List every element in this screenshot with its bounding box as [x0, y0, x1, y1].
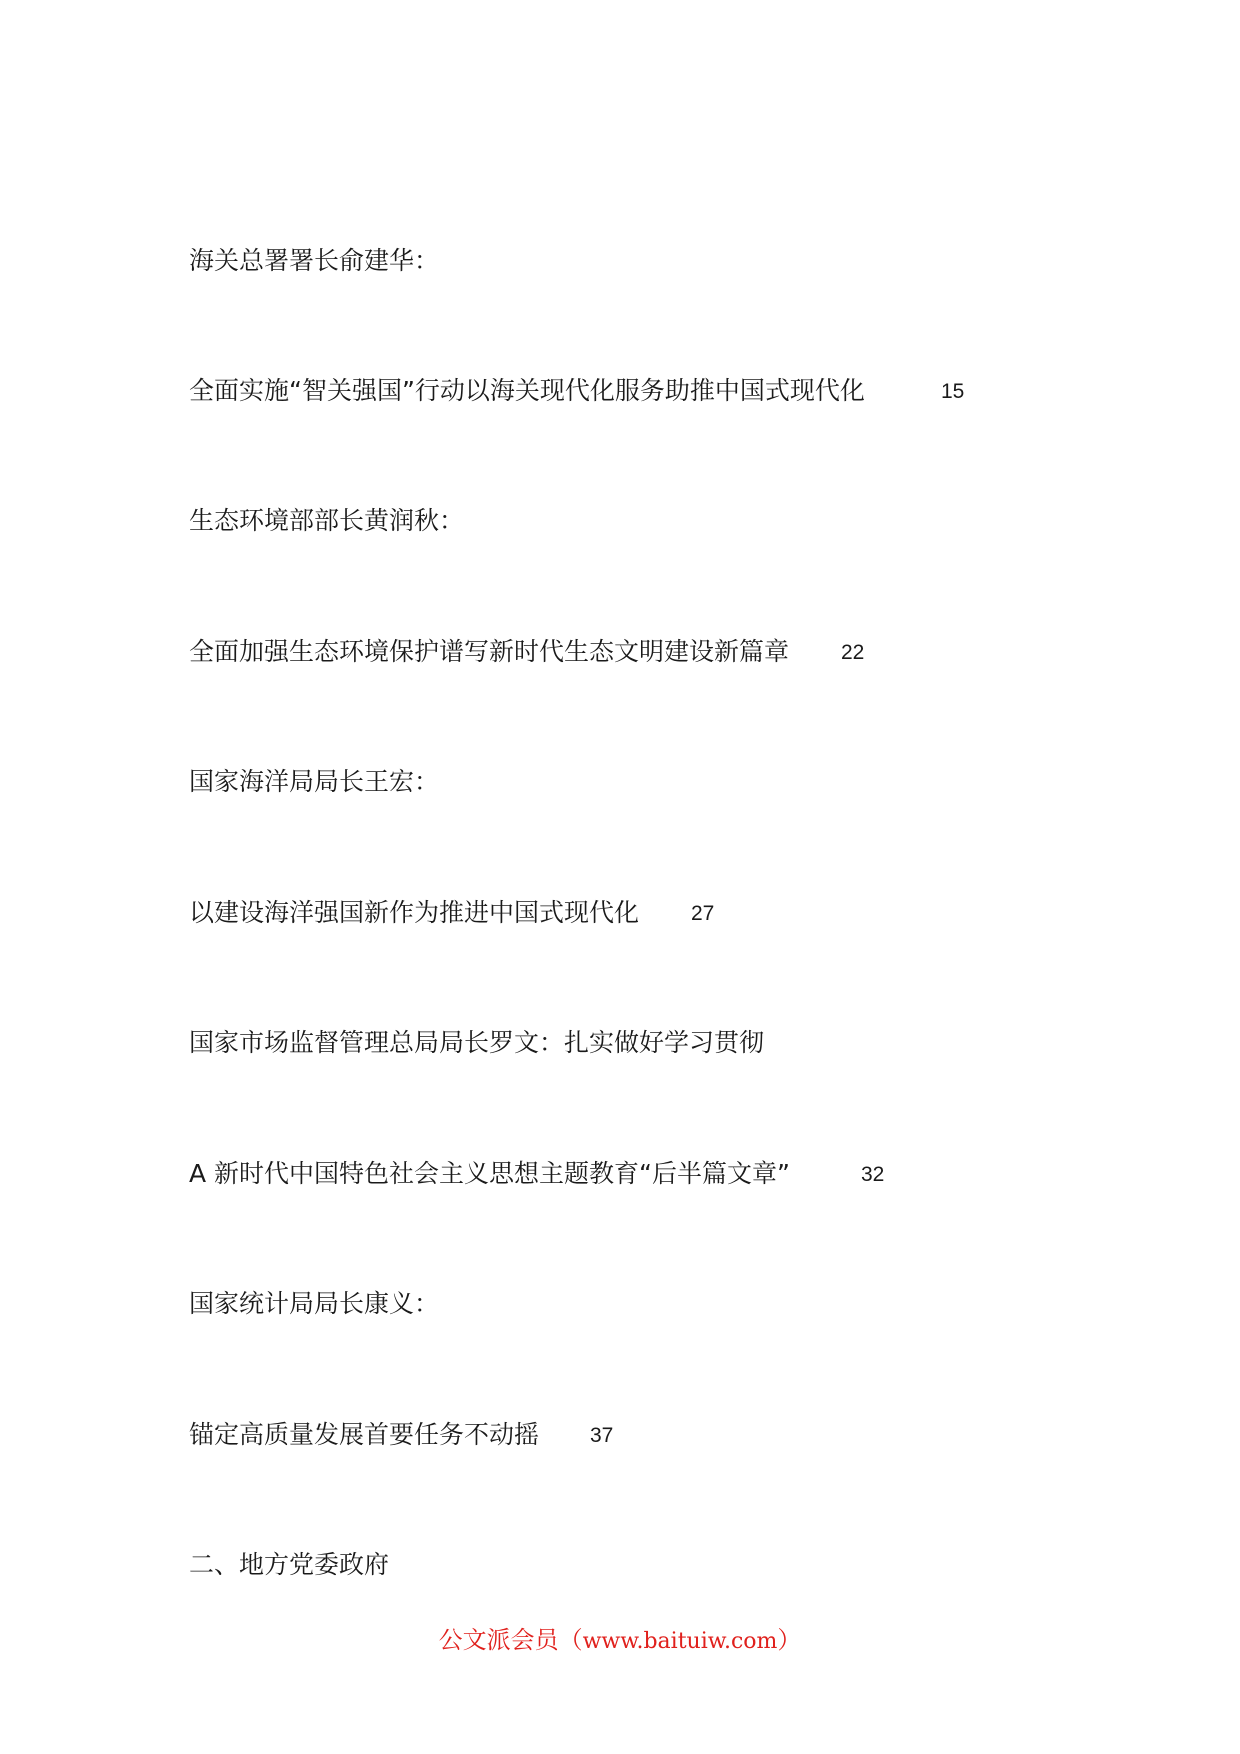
toc-heading-environment: 生态环境部部长黄润秋：: [189, 506, 465, 535]
toc-entry-ocean: 以建设海洋强国新作为推进中国式现代化: [189, 898, 640, 927]
toc-heading-ocean: 国家海洋局局长王宏：: [189, 767, 440, 796]
toc-entry-customs: 全面实施“智关强国”行动以海关现代化服务助推中国式现代化: [189, 376, 865, 405]
toc-page-number: 37: [590, 1424, 614, 1447]
toc-entry-environment: 全面加强生态环境保护谱写新时代生态文明建设新篇章: [189, 637, 790, 666]
toc-entry-market-supervision: A 新时代中国特色社会主义思想主题教育“后半篇文章”: [189, 1159, 790, 1188]
toc-entry-statistics: 锚定高质量发展首要任务不动摇: [189, 1420, 540, 1449]
toc-heading-customs: 海关总署署长俞建华：: [189, 246, 440, 275]
toc-heading-market-supervision: 国家市场监督管理总局局长罗文：扎实做好学习贯彻: [189, 1028, 765, 1057]
toc-page-number: 27: [691, 902, 715, 925]
toc-page-number: 32: [861, 1163, 885, 1186]
toc-page-number: 15: [941, 380, 965, 403]
toc-section-heading: 二、地方党委政府: [189, 1550, 390, 1579]
footer-watermark: [0, 1624, 1240, 1658]
footer-suffix: ）: [777, 1626, 802, 1654]
toc-heading-statistics: 国家统计局局长康义：: [189, 1289, 440, 1318]
toc-page-number: 22: [841, 641, 865, 664]
footer-prefix: 公文派会员（: [438, 1626, 583, 1654]
footer-site-link[interactable]: www.baituiw.com: [582, 1629, 778, 1654]
